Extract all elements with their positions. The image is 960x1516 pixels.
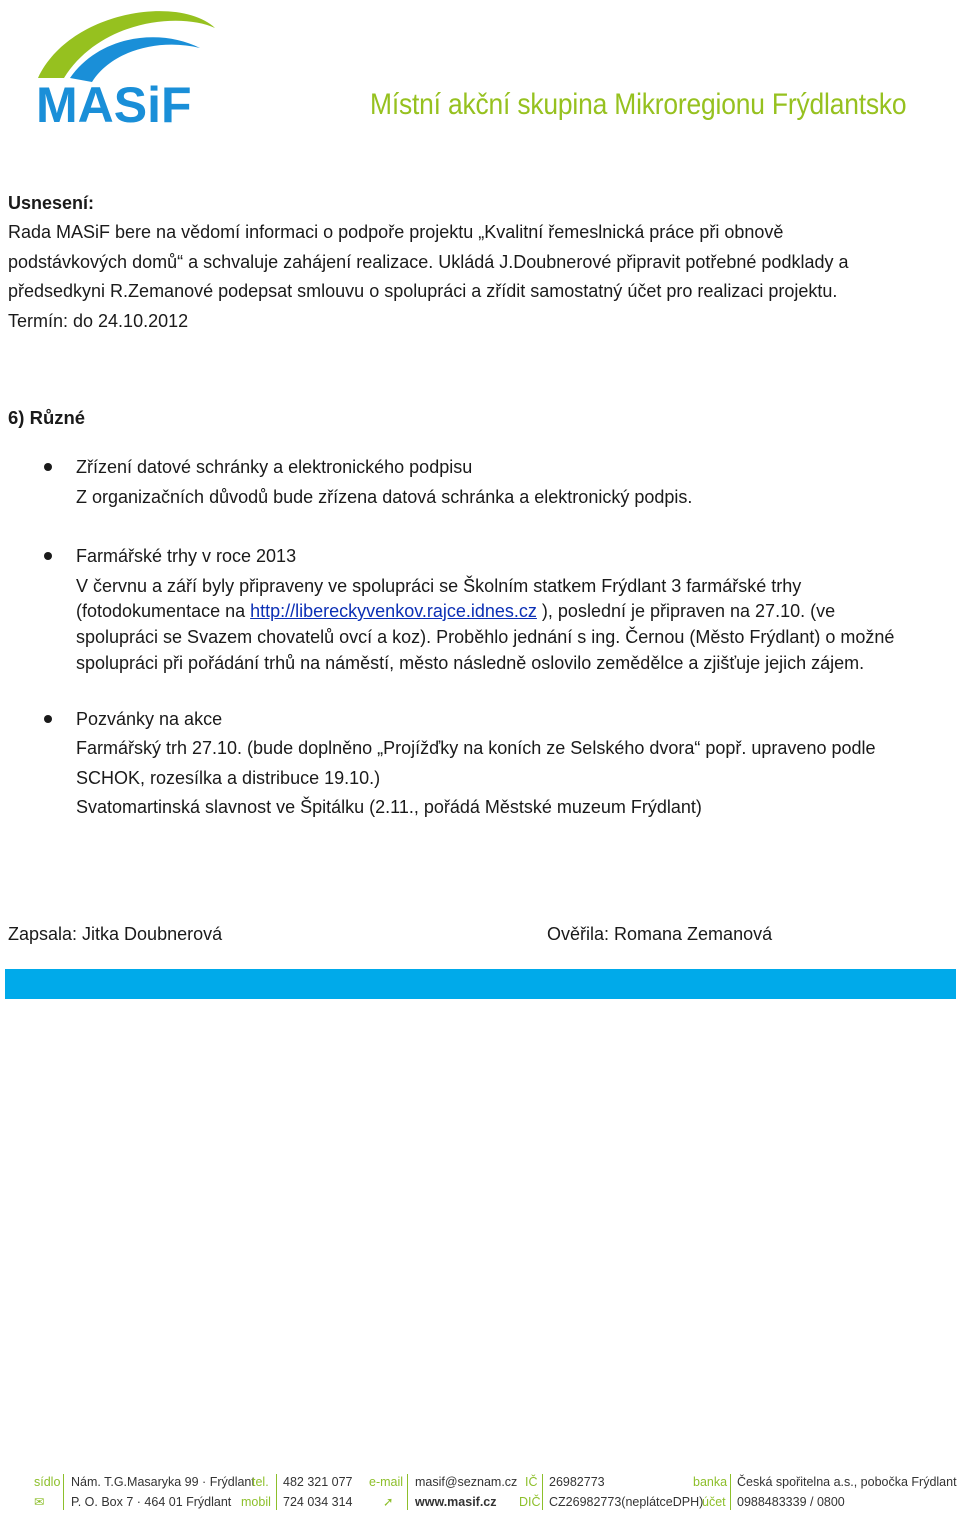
- footer-divider: [63, 1474, 64, 1510]
- list-item-text: Svatomartinská slavnost ve Špitálku (2.11., pořádá Městské muzeum Frýdlant): [76, 797, 702, 817]
- section-heading: 6) Různé: [8, 407, 86, 428]
- resolution-line: Rada MASiF bere na vědomí informaci o podpoře projektu „Kvalitní řemeslnická práce při obnově: [8, 222, 784, 242]
- resolution-heading: Usnesení:: [8, 193, 95, 213]
- footer-ids: [549, 1472, 703, 1512]
- footer-value: 26982773: [549, 1475, 605, 1489]
- resolution-line: podstávkových domů“ a schvaluje zahájení realizace. Ukládá J.Doubnerové připravit potřebné podklady a: [8, 252, 849, 272]
- footer-phones: [283, 1472, 353, 1512]
- list-item-text: spolupráci při pořádání trhů na náměstí, město následně oslovilo zemědělce a zjišťuje jejich zájem.: [76, 653, 865, 673]
- footer-value: CZ26982773(neplátceDPH): [549, 1495, 704, 1509]
- logo-text: MASiF: [36, 77, 192, 130]
- list-item-title: Farmářské trhy v roce 2013: [76, 546, 297, 566]
- envelope-icon: ✉: [34, 1495, 45, 1509]
- footer-value: Nám. T.G.Masaryka 99 · Frýdlant: [71, 1475, 255, 1489]
- list-item-text: spolupráci se Svazem chovatelů ovcí a koz). Proběhlo jednání s ing. Černou (Město Frýdlant) o možné: [76, 627, 895, 647]
- masif-logo: [30, 0, 230, 130]
- footer-divider: [276, 1474, 277, 1510]
- footer-address-block: [34, 1472, 60, 1512]
- footer-label: e-mail: [369, 1475, 404, 1489]
- footer-label: banka: [693, 1475, 728, 1489]
- footer-value: 0988483339 / 0800: [737, 1495, 845, 1509]
- footer-web[interactable]: www.masif.cz: [415, 1495, 497, 1509]
- footer-label: sídlo: [34, 1475, 61, 1489]
- footer-value: 724 034 314: [283, 1495, 353, 1509]
- bullet-icon: [44, 463, 52, 471]
- photo-gallery-link[interactable]: http://libereckyvenkov.rajce.idnes.cz: [250, 601, 537, 621]
- footer-value: 482 321 077: [283, 1475, 353, 1489]
- resolution-deadline: Termín: do 24.10.2012: [8, 311, 189, 331]
- list-item-title: Pozvánky na akce: [76, 709, 223, 729]
- list-item-text: Farmářský trh 27.10. (bude doplněno „Projížďky na koních ze Selského dvora“ popř. upraveno podle: [76, 738, 876, 758]
- bullet-icon: [44, 715, 52, 723]
- list-item-title: Zřízení datové schránky a elektronického podpisu: [76, 457, 473, 477]
- list-item-text-with-link: [76, 597, 835, 626]
- footer-bank: [737, 1472, 957, 1512]
- footer-label: tel.: [252, 1475, 269, 1489]
- list-item-text: V červnu a září byly připraveny ve spolupráci se Školním statkem Frýdlant 3 farmářské trhy: [76, 576, 802, 596]
- text-fragment: ), poslední je připraven na 27.10. (ve: [536, 601, 836, 621]
- footer-id-labels: [519, 1472, 541, 1512]
- footer-label: mobil: [241, 1495, 271, 1509]
- footer-divider: [407, 1474, 408, 1510]
- organization-name: Místní akční skupina Mikroregionu Frýdlantsko: [370, 88, 907, 121]
- recorded-by: Zapsala: Jitka Doubnerová: [8, 924, 223, 944]
- footer-contacts: [415, 1472, 517, 1512]
- footer-value: Česká spořitelna a.s., pobočka Frýdlant: [737, 1475, 957, 1489]
- list-item-text: Z organizačních důvodů bude zřízena datová schránka a elektronický podpis.: [76, 487, 693, 507]
- footer-divider: [730, 1474, 731, 1510]
- footer-value: P. O. Box 7 · 464 01 Frýdlant: [71, 1495, 232, 1509]
- footer-phone-labels: [241, 1472, 271, 1512]
- logo-graphic: [30, 0, 230, 130]
- list-item-text: SCHOK, rozesílka a distribuce 19.10.): [76, 768, 381, 788]
- verified-by: Ověřila: Romana Zemanová: [547, 924, 773, 944]
- accent-bar: [5, 969, 956, 999]
- footer-label: IČ: [525, 1475, 538, 1489]
- footer-label: DIČ: [519, 1495, 541, 1509]
- arrow-icon: ➚: [383, 1495, 394, 1509]
- footer-address: [71, 1472, 255, 1512]
- bullet-icon: [44, 552, 52, 560]
- resolution-line: předsedkyni R.Zemanové podepsat smlouvu o spolupráci a zřídit samostatný účet pro realizaci projektu.: [8, 281, 838, 301]
- footer-bank-labels: [693, 1472, 727, 1512]
- text-fragment: (fotodokumentace na: [76, 601, 251, 621]
- footer-label: účet: [702, 1495, 726, 1509]
- footer-email[interactable]: masif@seznam.cz: [415, 1475, 518, 1489]
- footer-email-labels: [369, 1472, 403, 1512]
- footer-divider: [542, 1474, 543, 1510]
